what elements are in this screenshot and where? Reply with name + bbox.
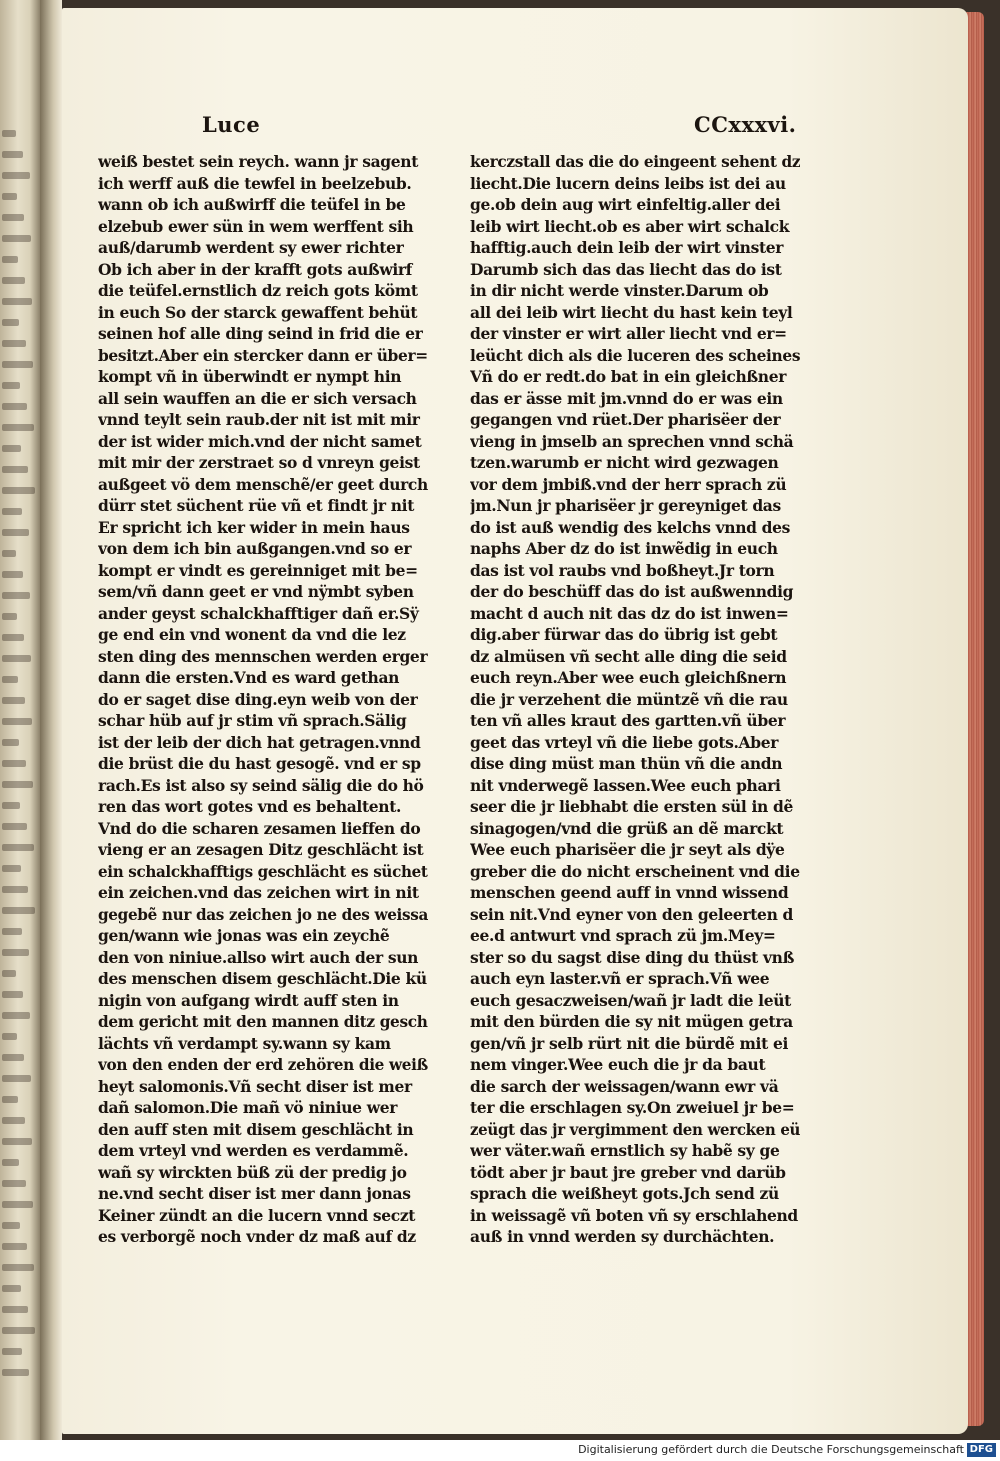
bleed-through-mark [2, 1327, 35, 1334]
text-line: auch eyn laster.vñ er sprach.Vñ wee [470, 969, 770, 988]
bleed-through-mark [2, 1306, 28, 1313]
bleed-through-mark [2, 760, 26, 767]
text-line: all sein wauffen an die er sich versach [98, 388, 417, 408]
text-line: kerczstall das die do eingeent sehent dz [470, 152, 800, 171]
footer-credit: Digitalisierung gefördert durch die Deutsche Forschungsgemeinschaft [578, 1443, 964, 1456]
text-line: jm.Nun jr pharisëer jr gereyniget das [470, 496, 781, 515]
text-line: heyt salomonis.Vñ secht diser ist mer [98, 1076, 412, 1096]
bleed-through-mark [2, 1117, 25, 1124]
text-line: elzebub ewer sün in wem werffent sih [98, 216, 414, 236]
text-line: leücht dich als die luceren des scheines [470, 345, 801, 365]
text-line: wer väter.wañ ernstlich sy habẽ sy ge [470, 1141, 780, 1160]
text-line: ich werff auß die tewfel in beelzebub. [98, 173, 412, 193]
text-line: besitzt.Aber ein stercker dann er über= [98, 345, 428, 365]
text-line: in weissagẽ vñ boten vñ sy erschlahend [470, 1205, 798, 1225]
dfg-logo: DFG [967, 1443, 996, 1457]
text-line: Ob ich aber in der krafft gots außwirf [98, 259, 413, 279]
bleed-through-mark [2, 466, 28, 473]
text-line: der vinster er wirt aller liecht vnd er= [470, 324, 787, 343]
text-line: menschen geend auff in vnnd wissend [470, 883, 789, 902]
bleed-through-mark [2, 991, 23, 998]
text-line: mit mir der zerstraet so d vnreyn geist [98, 453, 420, 472]
text-line: die jr verzehent die müntzẽ vñ die rau [470, 689, 788, 709]
text-line: greber die do nicht erscheinent vnd die [470, 861, 800, 881]
text-line: zeügt das jr vergimment den wercken eü [470, 1119, 801, 1139]
text-line: in euch So der starck gewaffent behüt [98, 302, 418, 322]
bleed-through-mark [2, 487, 35, 494]
text-line: von den enden der erd zehören die weiß [98, 1055, 428, 1074]
text-line: die teüfel.ernstlich dz reich gots kömt [98, 281, 418, 300]
bleed-through-mark [2, 319, 19, 326]
text-line: schar hüb auf jr stim vñ sprach.Sälig [98, 711, 407, 730]
text-line: in dir nicht werde vinster.Darum ob [470, 281, 769, 300]
text-line: kompt er vindt es gereinniget mit be= [98, 560, 418, 580]
text-line: Wee euch pharisëer die jr seyt als dÿe [470, 840, 785, 859]
text-line: vnnd teylt sein raub.der nit ist mit mir [98, 410, 420, 429]
text-line: der do beschüff das do ist außwenndig [470, 582, 794, 601]
text-column-right [470, 151, 800, 1248]
text-line: do ist auß wendig des kelchs vnnd des [470, 517, 791, 537]
bleed-through-mark [2, 928, 22, 935]
text-line: kompt vñ in überwindt er nympt hin [98, 367, 402, 386]
text-line: wañ sy wirckten büß zü der predig jo [98, 1162, 407, 1182]
bleed-through-mark [2, 949, 29, 956]
text-line: naphs Aber dz do ist inwẽdig in euch [470, 539, 778, 558]
text-line: liecht.Die lucern deins leibs ist dei au [470, 173, 786, 193]
bleed-through-mark [2, 340, 26, 347]
text-line: dig.aber fürwar das do übrig ist gebt [470, 625, 778, 644]
text-line: ander geyst schalckhafftiger dañ er.Sÿ [98, 603, 419, 623]
bleed-through-mark [2, 382, 20, 389]
text-line: den auff sten mit disem geschlächt in [98, 1119, 414, 1139]
text-line: nit vnderwegẽ lassen.Wee euch phari [470, 775, 781, 795]
book-gutter [40, 0, 62, 1440]
text-line: wann ob ich außwirff die teüfel in be [98, 195, 406, 214]
text-line: es verborgẽ noch vnder dz maß auf dz [98, 1227, 416, 1246]
text-line: ee.d antwurt vnd sprach zü jm.Mey= [470, 926, 776, 945]
bleed-through-mark [2, 823, 27, 830]
text-line: tzen.warumb er nicht wird gezwagen [470, 453, 779, 472]
bleed-through-mark [2, 1075, 31, 1082]
bleed-through-mark [2, 214, 24, 221]
bleed-through-mark [2, 508, 22, 515]
text-line: dem gericht mit den mannen ditz gesch [98, 1012, 428, 1031]
bleed-through-mark [2, 739, 19, 746]
bleed-through-mark [2, 781, 33, 788]
text-line: vor dem jmbiß.vnd der herr sprach zü [470, 474, 787, 494]
text-line: den von niniue.allso wirt auch der sun [98, 947, 419, 967]
text-line: dz almüsen vñ secht alle ding die seid [470, 646, 787, 666]
bleed-through-mark [2, 886, 28, 893]
text-line: dañ salomon.Die mañ vö niniue wer [98, 1098, 398, 1117]
bleed-through-mark [2, 445, 21, 452]
text-line: ist der leib der dich hat getragen.vnnd [98, 732, 421, 752]
text-line: die sarch der weissagen/wann ewr vä [470, 1076, 779, 1096]
bleed-through-mark [2, 1138, 32, 1145]
text-line: das er ässe mit jm.vnnd do er was ein [470, 388, 783, 408]
text-line: sten ding des mennschen werden erger [98, 646, 428, 666]
bleed-through-mark [2, 907, 35, 914]
text-line: all dei leib wirt liecht du hast kein teyl [470, 302, 793, 322]
text-line: euch reyn.Aber wee euch gleichßnern [470, 668, 787, 687]
bleed-through-mark [2, 193, 17, 200]
bleed-through-mark [2, 865, 21, 872]
text-line: do er saget dise ding.eyn weib von der [98, 689, 418, 709]
bleed-through-mark [2, 172, 30, 179]
text-line: dürr stet süchent rüe vñ et findt jr nit [98, 496, 415, 515]
text-line: Er spricht ich ker wider in mein haus [98, 517, 410, 537]
bleed-through-mark [2, 1222, 20, 1229]
bleed-through-mark [2, 697, 25, 704]
text-column-left [98, 151, 428, 1248]
text-line: ten vñ alles kraut des gartten.vñ über [470, 711, 786, 730]
bleed-through-mark [2, 1096, 18, 1103]
text-line: vieng in jmselb an sprechen vnnd schä [470, 431, 794, 451]
text-line: vieng er an zesagen Ditz geschlächt ist [98, 840, 424, 859]
text-line: ne.vnd secht diser ist mer dann jonas [98, 1184, 411, 1203]
bleed-through-mark [2, 403, 27, 410]
text-line: weiß bestet sein reych. wann jr sagent [98, 152, 419, 171]
text-line: hafftig.auch dein leib der wirt vinster [470, 238, 784, 257]
bleed-through-mark [2, 970, 16, 977]
text-line: ge end ein vnd wonent da vnd die lez [98, 625, 406, 644]
text-line: euch gesaczweisen/wañ jr ladt die leüt [470, 990, 791, 1010]
bleed-through-mark [2, 802, 20, 809]
bleed-through-mark [2, 1264, 34, 1271]
text-line: ster so du sagst dise ding du thüst vnß [470, 947, 794, 967]
text-line: gen/vñ jr selb rürt nit die bürdẽ mit ei [470, 1033, 789, 1053]
text-line: sem/vñ dann geet er vnd nÿmbt syben [98, 582, 414, 601]
bleed-through-mark [2, 718, 32, 725]
text-line: ge.ob dein aug wirt einfeltig.aller dei [470, 195, 781, 214]
text-line: ein schalckhafftigs geschlächt es süchet [98, 861, 428, 881]
text-line: dann die ersten.Vnd es ward gethan [98, 668, 400, 687]
text-line: mit den bürden die sy nit mügen getra [470, 1012, 793, 1031]
text-line: geet das vrteyl vñ die liebe gots.Aber [470, 732, 779, 752]
text-line: sein nit.Vnd eyner von den geleerten d [470, 904, 794, 924]
text-line: ren das wort gotes vnd es behaltent. [98, 797, 402, 816]
bleed-through-mark [2, 676, 18, 683]
bleed-through-mark [2, 655, 31, 662]
bleed-through-mark [2, 1180, 26, 1187]
facing-page-edge [0, 0, 40, 1440]
bleed-through-mark [2, 130, 16, 137]
running-head-left: Luce [202, 112, 261, 137]
text-line: Vñ do er redt.do bat in ein gleichßner [470, 367, 787, 386]
bleed-through-mark [2, 550, 16, 557]
text-line: leib wirt liecht.ob es aber wirt schalck [470, 216, 790, 236]
text-line: auß/darumb werdent sy ewer richter [98, 238, 404, 257]
text-line: außgeet vö dem menschẽ/er geet durch [98, 474, 428, 494]
bleed-through-mark [2, 1033, 17, 1040]
text-line: sprach die weißheyt gots.Jch send zü [470, 1184, 779, 1203]
bleed-through-mark [2, 298, 32, 305]
bleed-through-mark [2, 235, 31, 242]
bleed-through-mark [2, 256, 18, 263]
bleed-through-mark [2, 1201, 33, 1208]
text-line: dise ding müst man thün vñ die andn [470, 754, 783, 773]
text-line: Keiner zündt an die lucern vnnd seczt [98, 1205, 416, 1225]
text-line: gegangen vnd rüet.Der pharisëer der [470, 410, 781, 429]
text-line: lächts vñ verdampt sy.wann sy kam [98, 1033, 391, 1053]
bleed-through-mark [2, 151, 23, 158]
bleed-through-mark [2, 1348, 22, 1355]
bleed-through-mark [2, 634, 24, 641]
text-line: auß in vnnd werden sy durchächten. [470, 1227, 775, 1246]
text-line: seer die jr liebhabt die ersten sül in dẽ [470, 797, 793, 816]
bleed-through-mark [2, 1012, 30, 1019]
bleed-through-mark [2, 844, 34, 851]
bleed-through-mark [2, 1285, 21, 1292]
bleed-through-mark [2, 592, 30, 599]
bleed-through-mark [2, 1243, 27, 1250]
text-line: dem vrteyl vnd werden es verdammẽ. [98, 1141, 409, 1160]
bleed-through-mark [2, 529, 29, 536]
running-head-folio: CCxxxvi. [694, 112, 797, 137]
text-line: gen/wann wie jonas was ein zeychẽ [98, 926, 390, 945]
footer-bar [0, 1440, 1000, 1461]
bleed-through-mark [2, 1159, 19, 1166]
text-line: nigin von aufgang wirdt auff sten in [98, 990, 399, 1010]
bleed-through-mark [2, 424, 34, 431]
text-line: ter die erschlagen sy.On zweiuel jr be= [470, 1098, 795, 1117]
text-line: rach.Es ist also sy seind sälig die do hö [98, 775, 424, 795]
text-line: das ist vol raubs vnd boßheyt.Jr torn [470, 560, 775, 580]
bleed-through-mark [2, 361, 33, 368]
bleed-through-mark [2, 571, 23, 578]
text-line: gegebẽ nur das zeichen jo ne des weissa [98, 904, 428, 924]
text-line: von dem ich bin außgangen.vnd so er [98, 539, 412, 558]
bleed-through-mark [2, 613, 17, 620]
text-line: macht d auch nit das dz do ist inwen= [470, 603, 789, 623]
text-line: ein zeichen.vnd das zeichen wirt in nit [98, 883, 419, 902]
text-line: die brüst die du hast gesogẽ. vnd er sp [98, 754, 421, 773]
text-line: der ist wider mich.vnd der nicht samet [98, 431, 422, 451]
text-line: tödt aber jr baut jre greber vnd darüb [470, 1162, 786, 1182]
text-line: Darumb sich das das liecht das do ist [470, 259, 782, 279]
bleed-through-mark [2, 1369, 29, 1376]
text-line: des menschen disem geschlächt.Die kü [98, 969, 427, 988]
bleed-through-mark [2, 1054, 24, 1061]
text-line: nem vinger.Wee euch die jr da baut [470, 1055, 766, 1074]
text-line: sinagogen/vnd die grüß an dẽ marckt [470, 818, 784, 838]
text-line: seinen hof alle ding seind in frid die er [98, 324, 423, 343]
text-line: Vnd do die scharen zesamen lieffen do [98, 818, 421, 838]
bleed-through-mark [2, 277, 25, 284]
